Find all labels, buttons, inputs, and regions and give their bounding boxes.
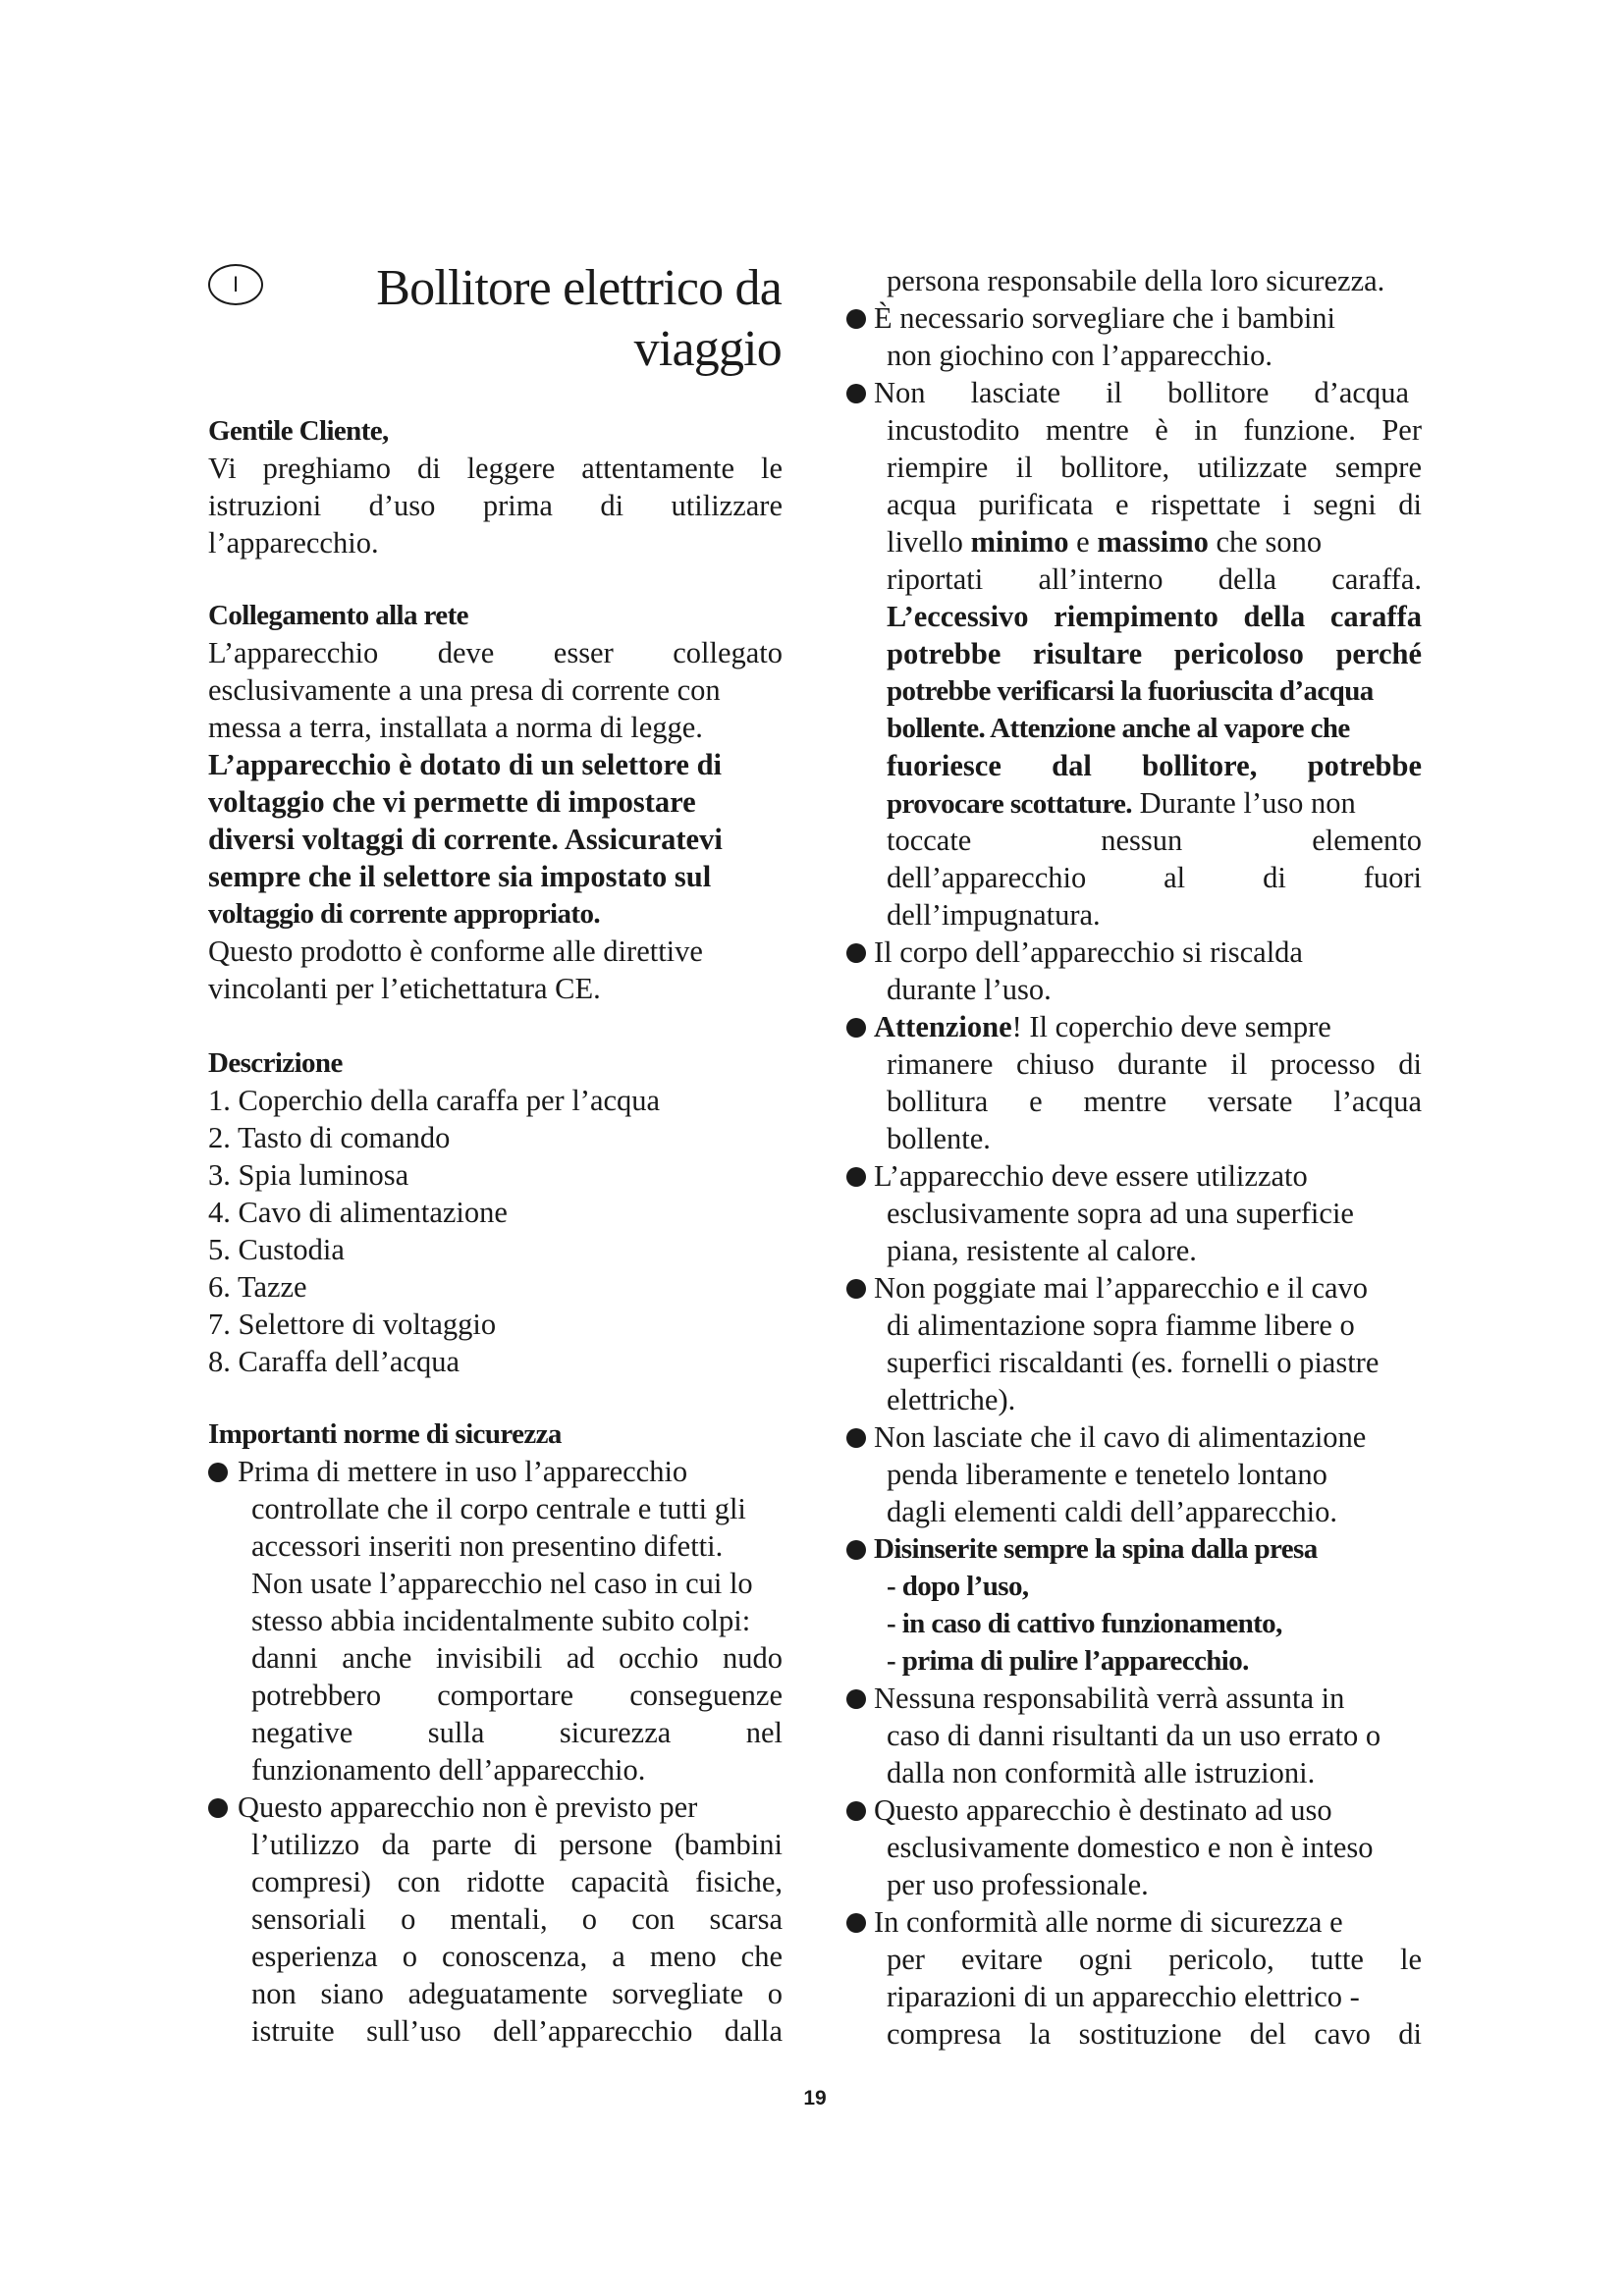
right-bullet-line — [887, 523, 1322, 561]
safety-bullet-line: negative sulla sicurezza nel — [251, 1716, 783, 1749]
right-bullet-line — [874, 1008, 1331, 1045]
right-bullet-line: compresa la sostituzione del cavo di — [887, 2017, 1422, 2051]
right-bullet-line: dagli elementi caldi dell’apparecchio. — [887, 1495, 1337, 1528]
text-run-bold: massimo — [1097, 525, 1209, 559]
right-bullet-line: potrebbe risultare pericoloso perché — [887, 637, 1422, 670]
text-run-bold: Attenzione — [874, 1010, 1012, 1043]
right-bullet-line: dell’apparecchio al di fuori — [887, 861, 1422, 894]
page-title-line-2: viaggio — [633, 321, 782, 377]
bullet-icon — [846, 1279, 866, 1299]
page-title-line-1: Bollitore elettrico da — [376, 260, 782, 316]
right-bullet-line: riportati all’interno della caraffa. — [887, 562, 1422, 596]
safety-bullet-line: non siano adeguatamente sorvegliate o — [251, 1977, 783, 2010]
right-bullet-line — [887, 784, 1356, 823]
safety-bullet-line: sensoriali o mentali, o con scarsa — [251, 1902, 783, 1936]
right-bullet-line: Non lasciate il bollitore d’acqua — [874, 376, 1409, 409]
connection-line: messa a terra, installata a norma di legge. — [208, 711, 703, 744]
connection-line: esclusivamente a una presa di corrente con — [208, 673, 721, 707]
right-bullet-line: acqua purificata e rispettate i segni di — [887, 488, 1422, 521]
right-bullet-line: Non lasciate che il cavo di alimentazione — [874, 1420, 1367, 1454]
safety-bullet-line: esperienza o conoscenza, a meno che — [251, 1940, 783, 1973]
safety-bullet-line: istruite sull’uso dell’apparecchio dalla — [251, 2014, 783, 2048]
bullet-icon — [846, 1428, 866, 1448]
voltage-warning-line: diversi voltaggi di corrente. Assicuratevi — [208, 823, 723, 856]
right-bullet-line: per evitare ogni pericolo, tutte le — [887, 1943, 1422, 1976]
right-bullet-line: durante l’uso. — [887, 973, 1052, 1006]
safety-bullet-line: accessori inseriti non presentino difetti. — [251, 1529, 724, 1563]
greeting-line: l’apparecchio. — [208, 526, 379, 560]
right-bullet-line: esclusivamente sopra ad una superficie — [887, 1197, 1354, 1230]
ce-line: Questo prodotto è conforme alle direttive — [208, 934, 703, 968]
right-bullet-line: non giochino con l’apparecchio. — [887, 339, 1272, 372]
description-item: 8. Caraffa dell’acqua — [208, 1345, 460, 1378]
greeting-heading: Gentile Cliente, — [208, 415, 389, 447]
voltage-warning-line: sempre che il selettore sia impostato sul — [208, 860, 712, 893]
bullet-icon — [846, 1913, 866, 1933]
right-bullet-line: È necessario sorvegliare che i bambini — [874, 301, 1336, 335]
language-badge: I — [208, 264, 263, 305]
voltage-warning-line: L’apparecchio è dotato di un selettore di — [208, 748, 723, 781]
connection-heading: Collegamento alla rete — [208, 600, 468, 631]
right-bullet-line: piana, resistente al calore. — [887, 1234, 1197, 1267]
description-item: 6. Tazze — [208, 1270, 307, 1304]
page-number: 19 — [803, 2087, 827, 2109]
description-item: 3. Spia luminosa — [208, 1158, 409, 1192]
text-run-bold: minimo — [970, 525, 1069, 559]
bullet-icon — [846, 1167, 866, 1187]
safety-bullet-line: compresi) con ridotte capacità fisiche, — [251, 1865, 783, 1898]
ce-line: vincolanti per l’etichettatura CE. — [208, 972, 601, 1005]
safety-bullet-line: danni anche invisibili ad occhio nudo — [251, 1641, 783, 1675]
bullet-icon — [846, 1689, 866, 1709]
continued-line: persona responsabile della loro sicurezza. — [887, 264, 1385, 297]
bullet-icon — [846, 1801, 866, 1821]
right-bullet-line: riempire il bollitore, utilizzate sempre — [887, 451, 1422, 484]
right-bullet-line: Il corpo dell’apparecchio si riscalda — [874, 935, 1303, 969]
right-bullet-line: esclusivamente domestico e non è inteso — [887, 1831, 1374, 1864]
bullet-icon — [846, 384, 866, 403]
safety-bullet-line: l’utilizzo da parte di persone (bambini — [251, 1828, 783, 1861]
right-bullet-line: superfici riscaldanti (es. fornelli o piastre — [887, 1346, 1380, 1379]
right-bullet-line: bollitura e mentre versate l’acqua — [887, 1085, 1422, 1118]
right-bullet-line: toccate nessun elemento — [887, 824, 1422, 857]
description-item: 4. Cavo di alimentazione — [208, 1196, 508, 1229]
right-bullet-line: rimanere chiuso durante il processo di — [887, 1047, 1422, 1081]
right-bullet-line: potrebbe verificarsi la fuoriuscita d’acqua — [887, 675, 1374, 707]
text-run-bold: provocare scottature. — [887, 788, 1132, 820]
text-run: Durante l’uso non — [1131, 786, 1356, 820]
safety-bullet-line: potrebbero comportare conseguenze — [251, 1679, 783, 1712]
description-item: 1. Coperchio della caraffa per l’acqua — [208, 1084, 661, 1117]
text-run: e — [1068, 525, 1098, 559]
right-bullet-line: bollente. Attenzione anche al vapore che — [887, 713, 1350, 744]
right-bullet-line: dalla non conformità alle istruzioni. — [887, 1756, 1316, 1789]
right-bullet-line: - prima di pulire l’apparecchio. — [887, 1645, 1249, 1677]
right-bullet-line: L’eccessivo riempimento della caraffa — [887, 600, 1422, 633]
right-bullet-line: Non poggiate mai l’apparecchio e il cavo — [874, 1271, 1369, 1305]
right-bullet-line: Questo apparecchio è destinato ad uso — [874, 1793, 1332, 1827]
right-bullet-line: di alimentazione sopra fiamme libere o — [887, 1308, 1355, 1342]
description-heading: Descrizione — [208, 1047, 343, 1079]
safety-bullet-line: funzionamento dell’apparecchio. — [251, 1753, 646, 1787]
safety-bullet-line: Non usate l’apparecchio nel caso in cui lo — [251, 1567, 753, 1600]
bullet-icon — [846, 309, 866, 329]
description-item: 5. Custodia — [208, 1233, 345, 1266]
bullet-icon — [846, 943, 866, 963]
right-bullet-line: In conformità alle norme di sicurezza e — [874, 1905, 1343, 1939]
right-bullet-line: elettriche). — [887, 1383, 1016, 1416]
right-bullet-line: fuoriesce dal bollitore, potrebbe — [887, 749, 1422, 782]
safety-bullet-line: Prima di mettere in uso l’apparecchio — [238, 1455, 688, 1488]
bullet-icon — [846, 1018, 866, 1038]
right-bullet-line: - in caso di cattivo funzionamento, — [887, 1608, 1282, 1639]
voltage-warning-line: voltaggio che vi permette di impostare — [208, 785, 696, 819]
right-bullet-line: dell’impugnatura. — [887, 898, 1101, 932]
right-bullet-line: riparazioni di un apparecchio elettrico - — [887, 1980, 1360, 2013]
right-bullet-line: L’apparecchio deve essere utilizzato — [874, 1159, 1308, 1193]
right-bullet-line: Disinserite sempre la spina dalla presa — [874, 1533, 1318, 1565]
greeting-line: istruzioni d’uso prima di utilizzare — [208, 489, 783, 522]
right-bullet-line: bollente. — [887, 1122, 991, 1155]
bullet-icon — [846, 1540, 866, 1560]
bullet-icon — [208, 1463, 228, 1482]
right-bullet-line: penda liberamente e tenetelo lontano — [887, 1458, 1327, 1491]
voltage-warning-line: voltaggio di corrente appropriato. — [208, 898, 600, 930]
right-bullet-line: incustodito mentre è in funzione. Per — [887, 413, 1422, 447]
right-bullet-line: Nessuna responsabilità verrà assunta in — [874, 1682, 1345, 1715]
safety-bullet-line: controllate che il corpo centrale e tutti gli — [251, 1492, 746, 1525]
text-run: ! Il coperchio deve sempre — [1011, 1010, 1331, 1043]
connection-line: L’apparecchio deve esser collegato — [208, 636, 783, 669]
safety-bullet-line: Questo apparecchio non è previsto per — [238, 1790, 698, 1824]
safety-heading: Importanti norme di sicurezza — [208, 1418, 562, 1450]
text-run: che sono — [1208, 525, 1323, 559]
description-item: 2. Tasto di comando — [208, 1121, 451, 1154]
description-item: 7. Selettore di voltaggio — [208, 1308, 497, 1341]
bullet-icon — [208, 1798, 228, 1818]
right-bullet-line: per uso professionale. — [887, 1868, 1149, 1901]
safety-bullet-line: stesso abbia incidentalmente subito colpi: — [251, 1604, 751, 1637]
text-run: livello — [887, 525, 971, 559]
greeting-line: Vi preghiamo di leggere attentamente le — [208, 452, 783, 485]
right-bullet-line: - dopo l’uso, — [887, 1571, 1029, 1602]
right-bullet-line: caso di danni risultanti da un uso errato o — [887, 1719, 1381, 1752]
